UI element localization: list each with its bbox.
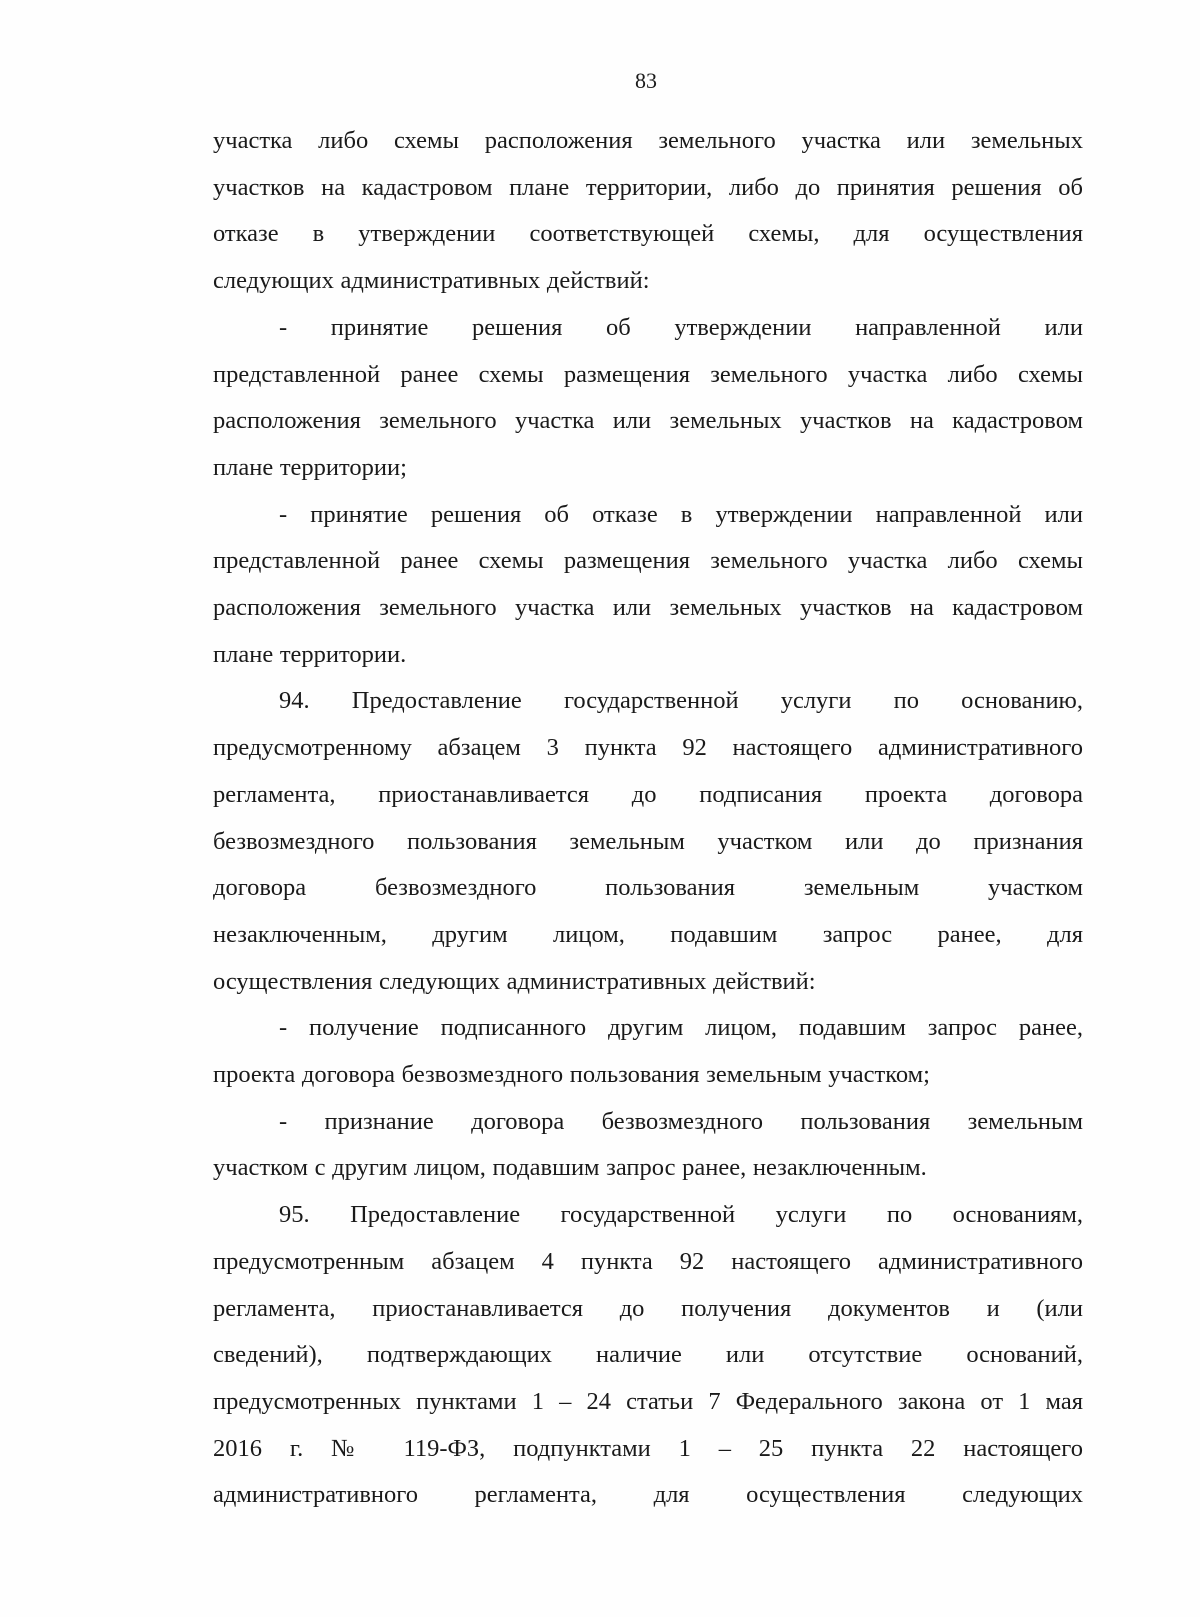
text-line: 95. Предоставление государственной услуги по основаниям, — [279, 1201, 1083, 1229]
document-body — [213, 118, 1083, 1519]
text-line: плане территории. — [213, 640, 407, 668]
text-line: - принятие решения об отказе в утверждении направленной или — [279, 500, 1083, 528]
page-number: 83 — [635, 68, 657, 93]
paragraph-p6 — [213, 1099, 1083, 1192]
text-line: - принятие решения об утверждении направленной или — [279, 313, 1083, 341]
text-line: участком с другим лицом, подавшим запрос ранее, незаключенным. — [213, 1154, 927, 1182]
paragraph-p4 — [213, 678, 1083, 1005]
paragraph-p5 — [213, 1005, 1083, 1098]
text-line: незаключенным, другим лицом, подавшим запрос ранее, для — [213, 920, 1083, 948]
text-line: представленной ранее схемы размещения земельного участка либо схемы — [213, 547, 1083, 575]
text-line: - признание договора безвозмездного пользования земельным — [279, 1107, 1083, 1135]
text-line: предусмотренным абзацем 4 пункта 92 настоящего административного — [213, 1247, 1083, 1275]
text-line: расположения земельного участка или земельных участков на кадастровом — [213, 407, 1083, 435]
text-line: предусмотренных пунктами 1 – 24 статьи 7 Федерального закона от 1 мая — [213, 1387, 1083, 1415]
paragraph-p3 — [213, 492, 1083, 679]
text-line: следующих административных действий: — [213, 267, 650, 295]
text-line: участков на кадастровом плане территории, либо до принятия решения об — [213, 173, 1083, 201]
paragraph-p1 — [213, 118, 1083, 305]
text-line: осуществления следующих административных действий: — [213, 967, 816, 995]
text-line: сведений), подтверждающих наличие или отсутствие оснований, — [213, 1341, 1083, 1369]
text-line: - получение подписанного другим лицом, подавшим запрос ранее, — [279, 1014, 1083, 1042]
text-line: регламента, приостанавливается до подписания проекта договора — [213, 780, 1083, 808]
text-line: административного регламента, для осуществления следующих — [213, 1481, 1083, 1509]
text-line: плане территории; — [213, 453, 407, 481]
paragraph-p7 — [213, 1192, 1083, 1519]
text-line: предусмотренному абзацем 3 пункта 92 настоящего административного — [213, 734, 1083, 762]
text-line: участка либо схемы расположения земельного участка или земельных — [213, 127, 1083, 154]
text-line: договора безвозмездного пользования земельным участком — [213, 874, 1083, 902]
text-line: 2016 г. № 119-ФЗ, подпунктами 1 – 25 пункта 22 настоящего — [213, 1434, 1083, 1462]
text-line: 94. Предоставление государственной услуги по основанию, — [279, 687, 1083, 715]
paragraph-p2 — [213, 305, 1083, 492]
text-line: представленной ранее схемы размещения земельного участка либо схемы — [213, 360, 1083, 388]
text-line: безвозмездного пользования земельным участком или до признания — [213, 827, 1083, 855]
text-line: расположения земельного участка или земельных участков на кадастровом — [213, 594, 1083, 622]
text-line: регламента, приостанавливается до получения документов и (или — [213, 1294, 1083, 1322]
text-line: отказе в утверждении соответствующей схемы, для осуществления — [213, 220, 1083, 248]
text-line: проекта договора безвозмездного пользования земельным участком; — [213, 1061, 930, 1089]
